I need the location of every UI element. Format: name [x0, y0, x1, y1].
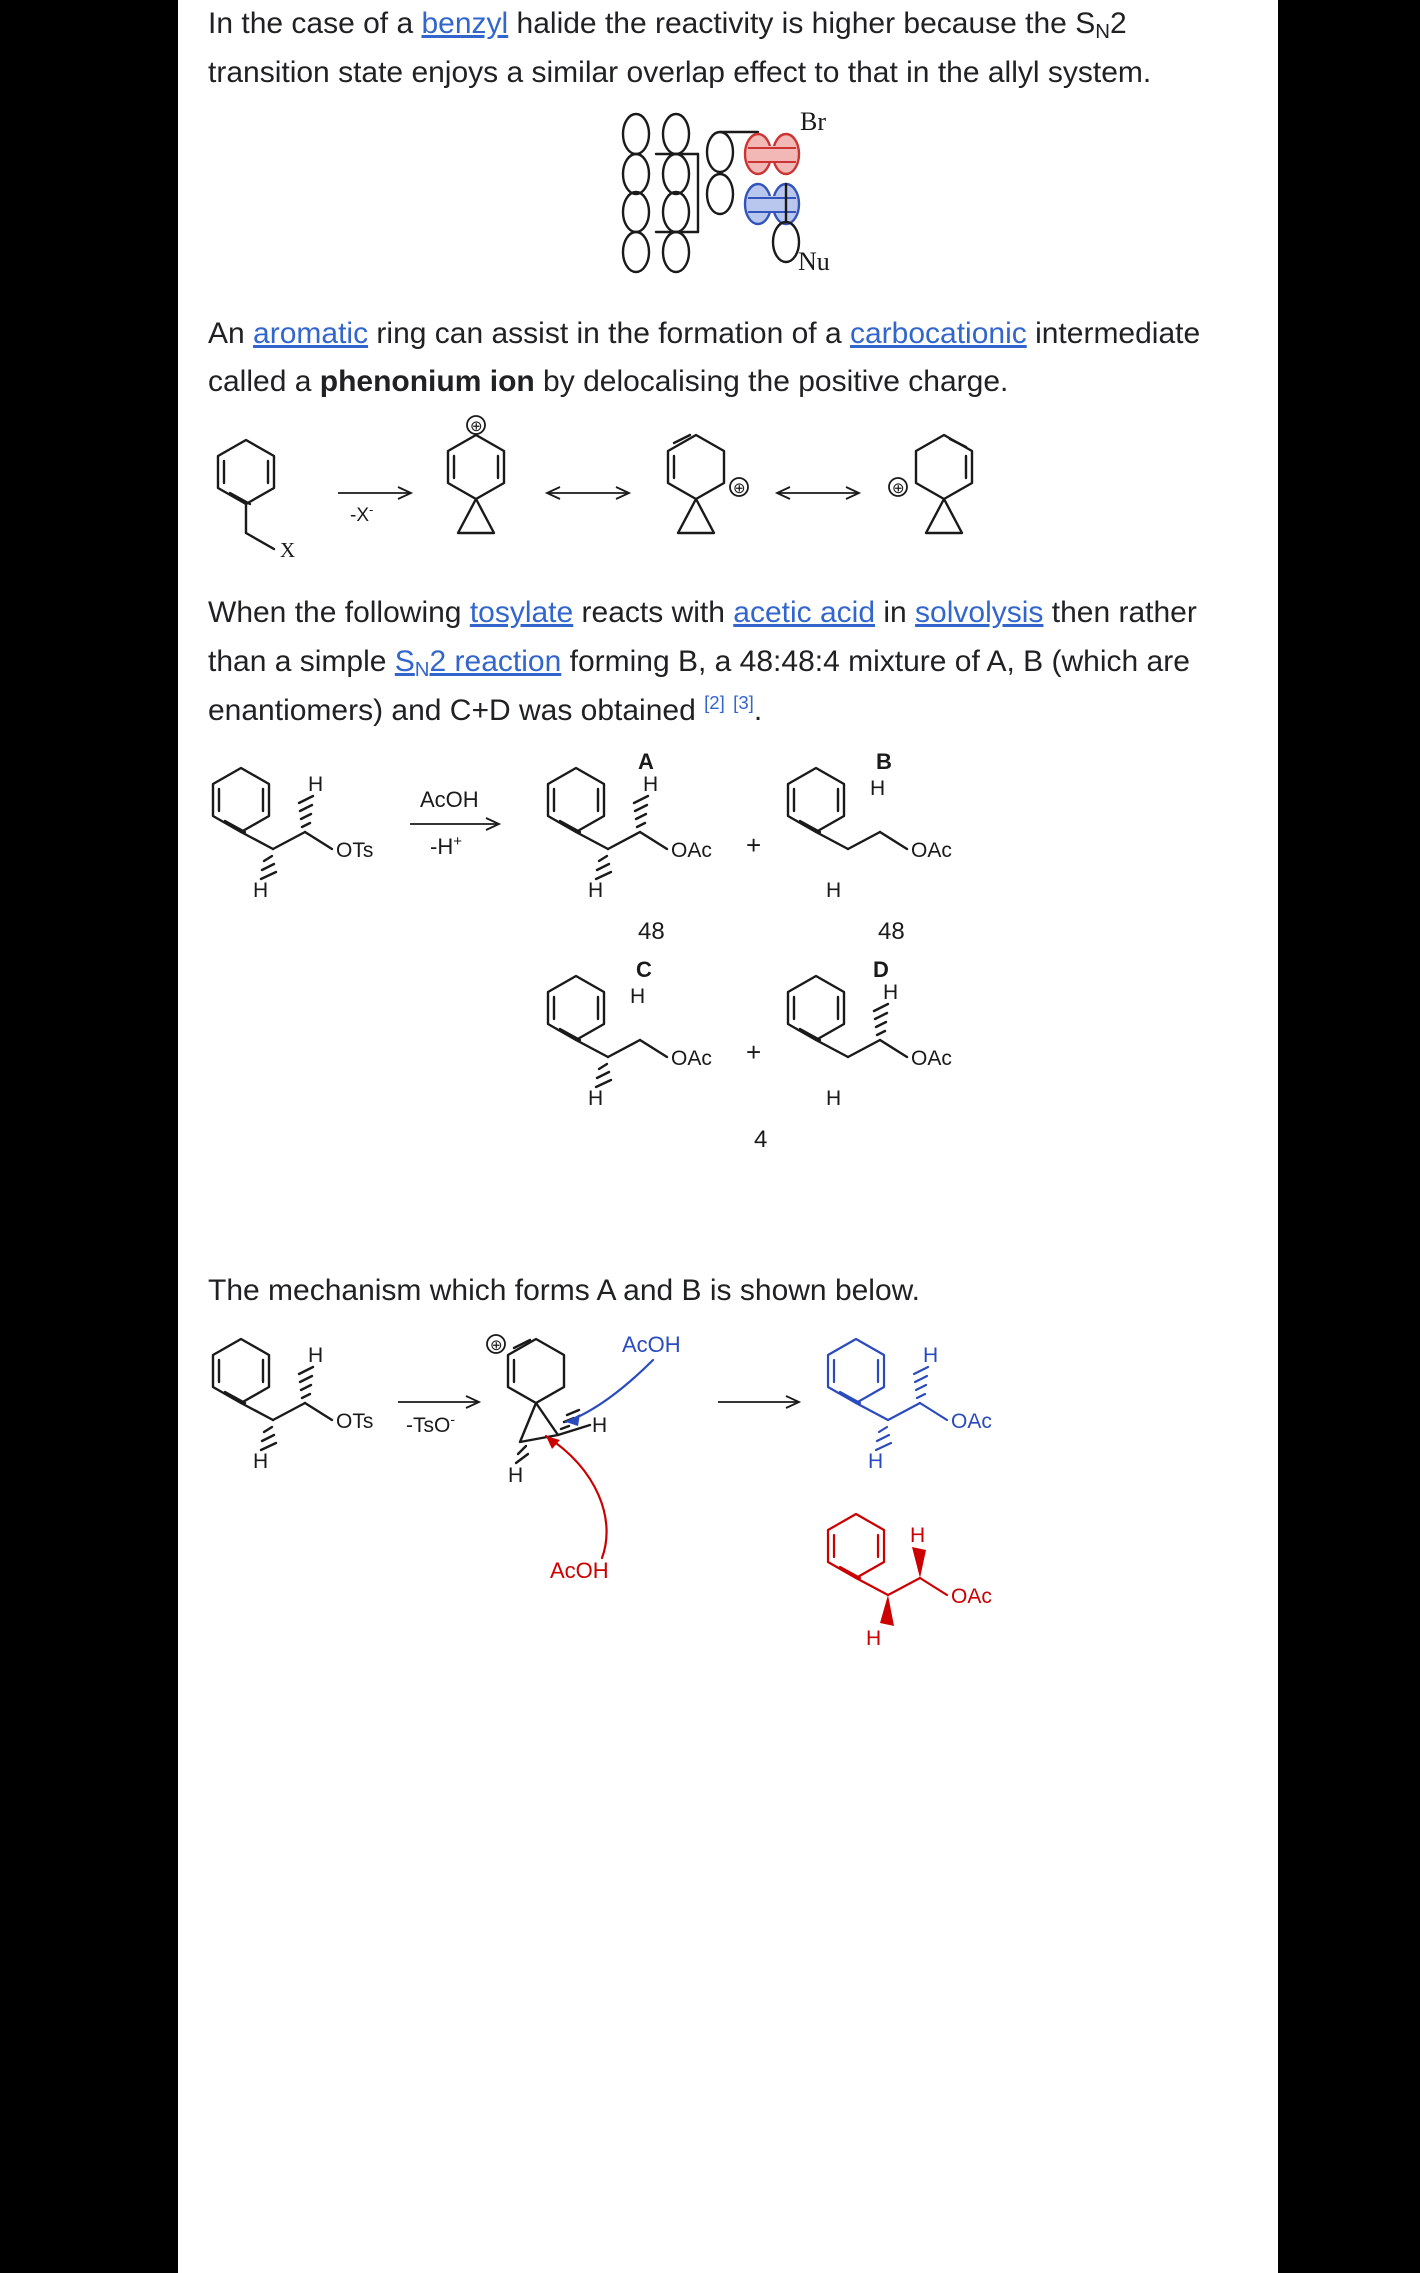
label-h-a1: H	[643, 773, 659, 797]
p3-seg5: forming B, a 48:48:4 mixture of A, B (which are enantiomers) and C+D was obtained	[208, 644, 1190, 727]
link-tosylate[interactable]: tosylate	[469, 595, 574, 629]
figure-phenonium-resonance	[198, 418, 1258, 571]
p2-seg4: by delocalising the positive charge.	[534, 365, 1009, 399]
plus-sign-1: +	[746, 830, 762, 861]
label-x-leaving: X	[280, 537, 296, 562]
mechanism-svg	[198, 1330, 1258, 1660]
p3-seg2: reacts with	[573, 595, 734, 629]
label-h-p2: H	[868, 1449, 884, 1473]
orbital-overlap-svg	[598, 106, 858, 292]
paragraph-phenonium	[198, 310, 1258, 407]
label-h-sm-1: H	[308, 773, 324, 797]
label-oac-b: OAc	[911, 839, 952, 863]
charge-plus-2: ⊕	[733, 480, 746, 497]
charge-plus-3: ⊕	[892, 480, 905, 497]
link-carbocationic[interactable]: carbocationic	[849, 316, 1027, 350]
p3-seg1: When the following	[208, 595, 470, 629]
label-h-sm-2: H	[253, 879, 269, 903]
label-h-c2: H	[588, 1087, 604, 1111]
label-h-m2: H	[253, 1449, 269, 1473]
product-label-a: A	[638, 749, 654, 775]
link-acetic-acid[interactable]: acetic acid	[733, 595, 876, 629]
label-h-m1: H	[308, 1343, 324, 1367]
p2-bold-phenonium-ion: phenonium ion	[319, 365, 535, 399]
label-h-m3: H	[592, 1413, 608, 1437]
paragraph-benzyl-halide	[198, 0, 1258, 98]
p1-seg1: In the case of a	[208, 7, 422, 40]
charge-plus-m: ⊕	[490, 1337, 503, 1354]
ratio-b: 48	[878, 918, 905, 946]
label-ots-m: OTs	[336, 1409, 374, 1433]
p1-seg3: 2 transition state enjoys a similar overlap effect to that in the allyl system.	[208, 7, 1152, 90]
label-h-d1: H	[883, 981, 899, 1005]
label-h-d2: H	[826, 1087, 842, 1111]
label-ots: OTs	[336, 839, 374, 863]
arrow-label-minus-x: -X-	[350, 501, 374, 526]
label-nu: Nu	[798, 246, 830, 276]
label-h-p1: H	[923, 1343, 939, 1367]
phenonium-resonance-svg	[198, 418, 1258, 571]
article-page	[178, 0, 1278, 2273]
link-aromatic[interactable]: aromatic	[253, 316, 369, 350]
label-oac-p1: OAc	[951, 1409, 992, 1433]
charge-plus-1: ⊕	[470, 418, 483, 435]
paragraph-mechanism-intro	[198, 1267, 1258, 1316]
p2-seg3: intermediate called a	[208, 316, 1201, 399]
link-benzyl[interactable]: benzyl	[421, 7, 509, 40]
reagent-acoh-top: AcOH	[420, 787, 479, 813]
ref-3[interactable]: [3]	[733, 691, 754, 713]
label-h-b1: H	[870, 777, 886, 801]
p3-seg6: .	[753, 693, 763, 727]
leaving-group-tso: -TsO-	[406, 1410, 455, 1437]
p2-seg1: An	[208, 316, 254, 350]
label-oac-c: OAc	[671, 1047, 712, 1071]
figure-solvolysis-scheme	[198, 749, 1258, 1249]
link-sn2-reaction[interactable]: $S_N2$ reaction	[394, 644, 562, 681]
reagent-acoh-blue: AcOH	[622, 1331, 681, 1357]
label-h-m4: H	[508, 1463, 524, 1487]
label-h-b2: H	[826, 879, 842, 903]
paragraph-solvolysis	[198, 589, 1258, 735]
label-h-a2: H	[588, 879, 604, 903]
p3-seg3: in	[875, 595, 916, 629]
reagent-minus-h: -H+	[430, 833, 462, 860]
figure-orbital-overlap	[198, 106, 1258, 292]
p3-seg4: then rather than a simple	[208, 595, 1197, 678]
label-oac-a: OAc	[671, 839, 712, 863]
p1-seg2: halide the reactivity is higher because the S	[508, 7, 1096, 40]
link-solvolysis[interactable]: solvolysis	[915, 595, 1044, 629]
label-oac-p2: OAc	[951, 1584, 992, 1608]
plus-sign-2: +	[746, 1037, 762, 1068]
p4-seg1: The mechanism which forms A and B is shown below.	[208, 1274, 921, 1308]
ratio-a: 48	[638, 918, 665, 946]
label-h-p4: H	[866, 1626, 882, 1650]
ref-2[interactable]: [2]	[704, 691, 725, 713]
label-br: Br	[800, 106, 826, 136]
label-h-c1: H	[630, 985, 646, 1009]
figure-mechanism	[198, 1330, 1258, 1660]
p1-sub-n: N	[1095, 21, 1110, 44]
label-h-p3: H	[910, 1523, 926, 1547]
solvolysis-scheme-svg	[198, 749, 1258, 1249]
reagent-acoh-red: AcOH	[550, 1557, 609, 1583]
product-label-b: B	[876, 749, 892, 775]
product-label-d: D	[873, 957, 889, 983]
label-oac-d: OAc	[911, 1047, 952, 1071]
p2-seg2: ring can assist in the formation of a	[368, 316, 850, 350]
product-label-c: C	[636, 957, 652, 983]
ratio-cd: 4	[754, 1126, 768, 1154]
